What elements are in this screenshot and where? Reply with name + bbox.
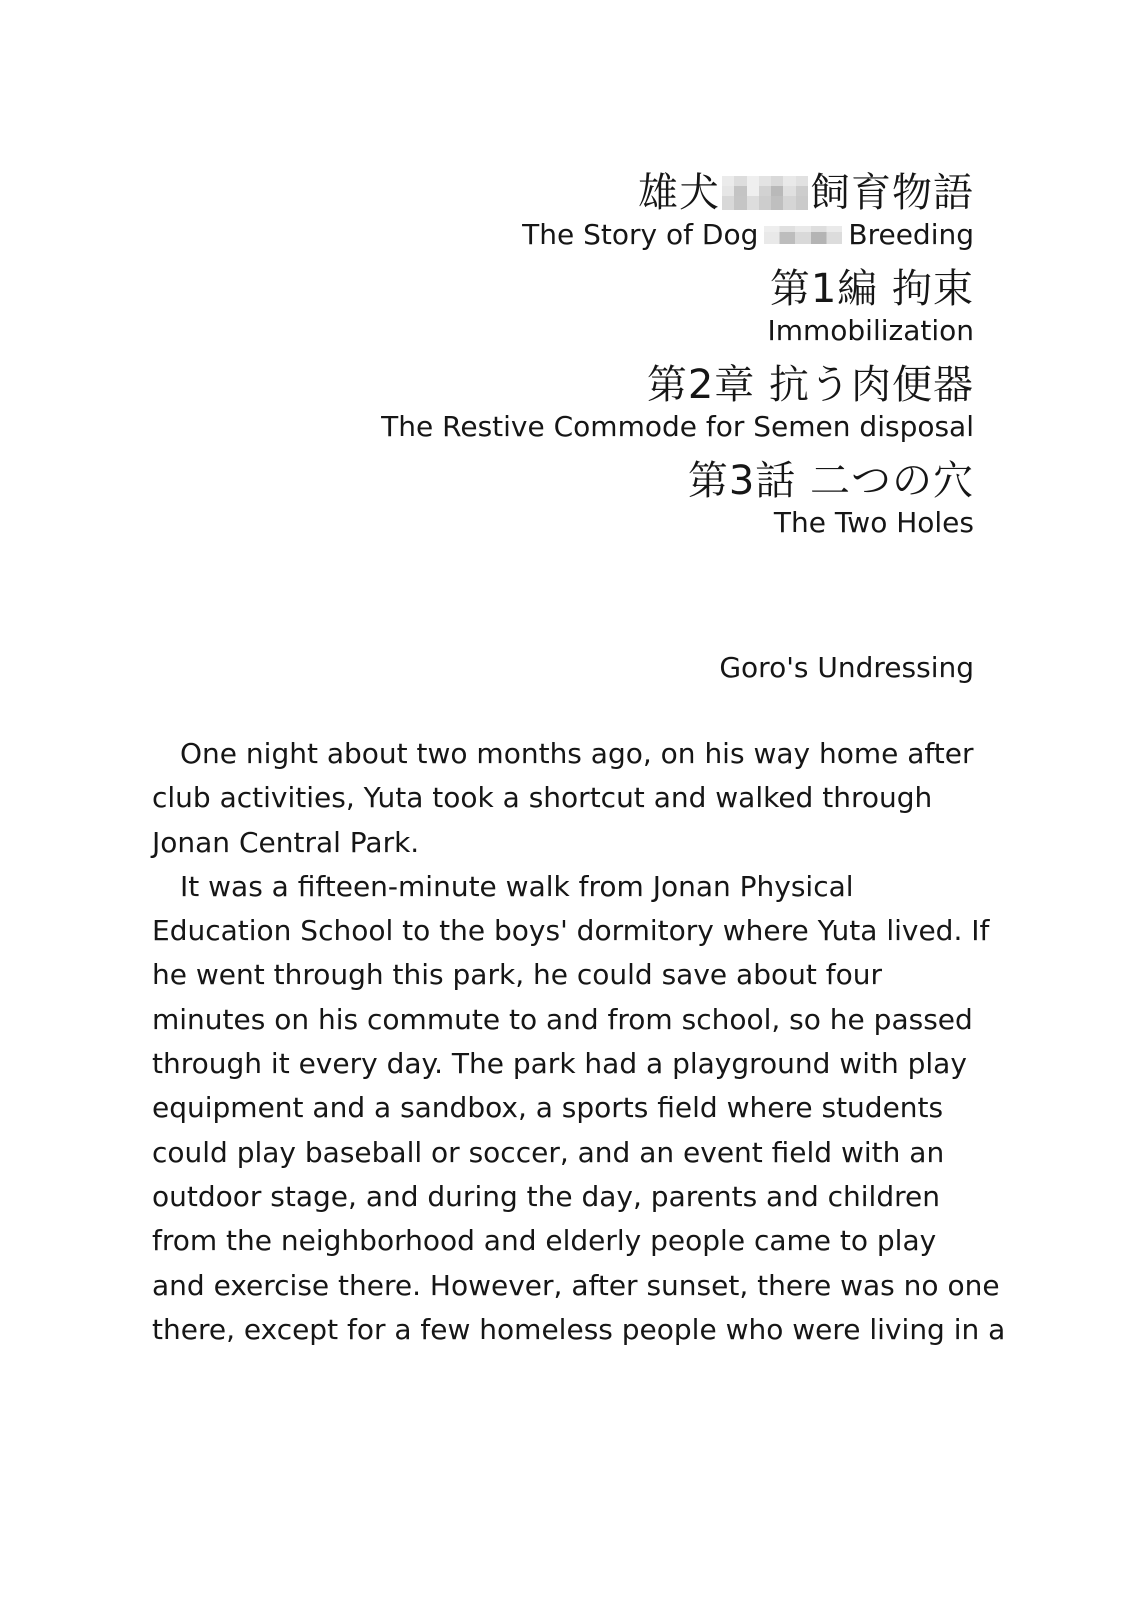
body-line: could play baseball or soccer, and an event field with an bbox=[152, 1135, 945, 1169]
chapter-title-jp: 第2章 抗う肉便器 bbox=[646, 362, 974, 408]
censor-mosaic bbox=[764, 226, 842, 244]
body-line: It was a fifteen-minute walk from Jonan Physical bbox=[180, 869, 854, 903]
volume-title-en: Immobilization bbox=[767, 314, 974, 347]
episode-title-jp: 第3話 二つの穴 bbox=[687, 458, 974, 504]
title-block bbox=[274, 168, 974, 552]
chapter-title-en: The Restive Commode for Semen disposal bbox=[381, 410, 974, 443]
body-line: equipment and a sandbox, a sports field where students bbox=[152, 1091, 944, 1125]
series-title-jp: 雄犬 飼育物語 bbox=[638, 170, 974, 216]
series-title-en: The Story of Dog Breeding bbox=[522, 218, 974, 251]
body-line: Jonan Central Park. bbox=[152, 825, 420, 859]
body-line: One night about two months ago, on his way home after bbox=[180, 737, 974, 770]
body-line: Education School to the boys' dormitory where Yuta lived. If bbox=[152, 914, 990, 948]
body-text bbox=[152, 732, 1006, 1352]
section-heading: Goro's Undressing bbox=[719, 651, 974, 684]
episode-title-en: The Two Holes bbox=[773, 506, 974, 539]
volume-title-jp: 第1編 拘束 bbox=[769, 266, 974, 312]
body-line: and exercise there. However, after sunset, there was no one bbox=[152, 1268, 1000, 1302]
body-line: outdoor stage, and during the day, parents and children bbox=[152, 1179, 940, 1213]
body-line: through it every day. The park had a playground with play bbox=[152, 1047, 967, 1081]
body-line: club activities, Yuta took a shortcut and walked through bbox=[152, 781, 933, 815]
body-line: he went through this park, he could save about four bbox=[152, 958, 882, 992]
body-line: there, except for a few homeless people who were living in a bbox=[152, 1312, 1006, 1346]
body-line: from the neighborhood and elderly people came to play bbox=[152, 1224, 937, 1258]
body-line: minutes on his commute to and from school, so he passed bbox=[152, 1002, 973, 1036]
censor-mosaic bbox=[722, 176, 808, 210]
